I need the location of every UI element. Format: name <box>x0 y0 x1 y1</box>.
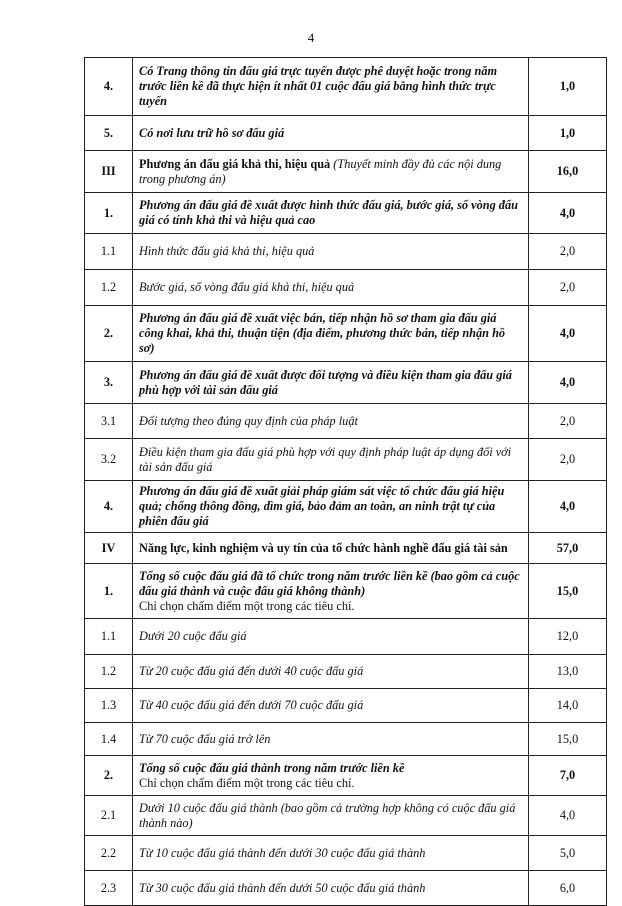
table-row <box>85 756 607 796</box>
max-score: 2,0 <box>529 439 607 481</box>
row-number: 1. <box>85 564 133 619</box>
table-row <box>85 655 607 689</box>
criterion-cell <box>133 756 529 796</box>
table-row <box>85 58 607 116</box>
criterion-text: Từ 40 cuộc đấu giá đến dưới 70 cuộc đấu giá <box>133 689 529 723</box>
criterion-text: Dưới 20 cuộc đấu giá <box>133 619 529 655</box>
criterion-text: Từ 10 cuộc đấu giá thành đến dưới 30 cuộc đấu giá thành <box>133 836 529 871</box>
row-number: 1.1 <box>85 619 133 655</box>
row-number: 4. <box>85 58 133 116</box>
max-score: 1,0 <box>529 116 607 151</box>
table-row <box>85 116 607 151</box>
criterion-text: Tổng số cuộc đấu giá thành trong năm trước liền kề <box>139 760 405 775</box>
row-number: 2. <box>85 756 133 796</box>
criterion-note: Chỉ chọn chấm điểm một trong các tiêu chí. <box>139 775 355 790</box>
row-number: 1.4 <box>85 723 133 756</box>
max-score: 2,0 <box>529 234 607 270</box>
criterion-note: Chỉ chọn chấm điểm một trong các tiêu chí. <box>139 598 355 613</box>
max-score: 4,0 <box>529 362 607 404</box>
criterion-text: Có nơi lưu trữ hồ sơ đấu giá <box>133 116 529 151</box>
max-score: 4,0 <box>529 481 607 533</box>
criterion-text: Đối tượng theo đúng quy định của pháp luật <box>133 404 529 439</box>
table-row <box>85 234 607 270</box>
row-number: 2.2 <box>85 836 133 871</box>
criterion-text: Phương án đấu giá đề xuất việc bán, tiếp nhận hồ sơ tham gia đấu giá công khai, khả thi, thuận tiện (địa điểm, phương thức bán, tiếp nhận hồ sơ) <box>133 306 529 362</box>
table-row <box>85 619 607 655</box>
max-score: 57,0 <box>529 533 607 564</box>
table-row <box>85 439 607 481</box>
max-score: 2,0 <box>529 404 607 439</box>
table-row <box>85 796 607 836</box>
scoring-criteria-table <box>84 57 607 906</box>
criterion-text: Từ 30 cuộc đấu giá thành đến dưới 50 cuộc đấu giá thành <box>133 871 529 906</box>
max-score: 12,0 <box>529 619 607 655</box>
max-score: 4,0 <box>529 796 607 836</box>
criterion-text: Phương án đấu giá đề xuất giải pháp giám sát việc tổ chức đấu giá hiệu quả; chống thông đồng, dìm giá, bảo đảm an toàn, an ninh trật tự của phiên đấu giá <box>133 481 529 533</box>
row-number: 3. <box>85 362 133 404</box>
table-row <box>85 151 607 193</box>
table-row <box>85 533 607 564</box>
row-number: 5. <box>85 116 133 151</box>
criterion-text: Phương án đấu giá đề xuất được hình thức đấu giá, bước giá, số vòng đấu giá có tính khả thi và hiệu quả cao <box>133 193 529 234</box>
row-number: 3.1 <box>85 404 133 439</box>
criterion-text: Hình thức đấu giá khả thi, hiệu quả <box>133 234 529 270</box>
criterion-text: Điều kiện tham gia đấu giá phù hợp với quy định pháp luật áp dụng đối với tài sản đấu giá <box>133 439 529 481</box>
max-score: 2,0 <box>529 270 607 306</box>
criterion-note: (Thuyết minh đầy đủ các nội dung trong phương án) <box>139 156 502 186</box>
max-score: 13,0 <box>529 655 607 689</box>
criterion-text: Dưới 10 cuộc đấu giá thành (bao gồm cả trường hợp không có cuộc đấu giá thành nào) <box>133 796 529 836</box>
max-score: 16,0 <box>529 151 607 193</box>
max-score: 4,0 <box>529 306 607 362</box>
row-number: 1.2 <box>85 270 133 306</box>
table-row <box>85 871 607 906</box>
row-number: 1.2 <box>85 655 133 689</box>
criterion-text: Có Trang thông tin đấu giá trực tuyến được phê duyệt hoặc trong năm trước liền kề đã thực hiện ít nhất 01 cuộc đấu giá bằng hình thức trực tuyến <box>133 58 529 116</box>
max-score: 15,0 <box>529 564 607 619</box>
max-score: 15,0 <box>529 723 607 756</box>
criterion-cell <box>133 151 529 193</box>
table-row <box>85 723 607 756</box>
max-score: 1,0 <box>529 58 607 116</box>
row-number: 2. <box>85 306 133 362</box>
criterion-text: Từ 20 cuộc đấu giá đến dưới 40 cuộc đấu giá <box>133 655 529 689</box>
row-number: 1. <box>85 193 133 234</box>
table-row <box>85 193 607 234</box>
table-row <box>85 404 607 439</box>
max-score: 14,0 <box>529 689 607 723</box>
table-row <box>85 481 607 533</box>
row-number: III <box>85 151 133 193</box>
max-score: 4,0 <box>529 193 607 234</box>
table-row <box>85 689 607 723</box>
row-number: 4. <box>85 481 133 533</box>
row-number: 1.3 <box>85 689 133 723</box>
row-number: 1.1 <box>85 234 133 270</box>
table-row <box>85 362 607 404</box>
table-row <box>85 306 607 362</box>
row-number: 2.1 <box>85 796 133 836</box>
row-number: 2.3 <box>85 871 133 906</box>
criterion-text: Tổng số cuộc đấu giá đã tổ chức trong năm trước liền kề (bao gồm cả cuộc đấu giá thành và cuộc đấu giá không thành) <box>139 568 520 598</box>
max-score: 7,0 <box>529 756 607 796</box>
row-number: IV <box>85 533 133 564</box>
criterion-text: Bước giá, số vòng đấu giá khả thi, hiệu quả <box>133 270 529 306</box>
criterion-text: Phương án đấu giá khả thi, hiệu quả <box>139 156 331 171</box>
criterion-cell <box>133 564 529 619</box>
row-number: 3.2 <box>85 439 133 481</box>
criterion-text: Phương án đấu giá đề xuất được đối tượng và điều kiện tham gia đấu giá phù hợp với tài sản đấu giá <box>133 362 529 404</box>
criterion-text: Từ 70 cuộc đấu giá trở lên <box>133 723 529 756</box>
table-row <box>85 270 607 306</box>
page-number: 4 <box>307 30 315 45</box>
table-row <box>85 564 607 619</box>
max-score: 5,0 <box>529 836 607 871</box>
table-row <box>85 836 607 871</box>
max-score: 6,0 <box>529 871 607 906</box>
criterion-text: Năng lực, kinh nghiệm và uy tín của tổ chức hành nghề đấu giá tài sản <box>133 533 529 564</box>
